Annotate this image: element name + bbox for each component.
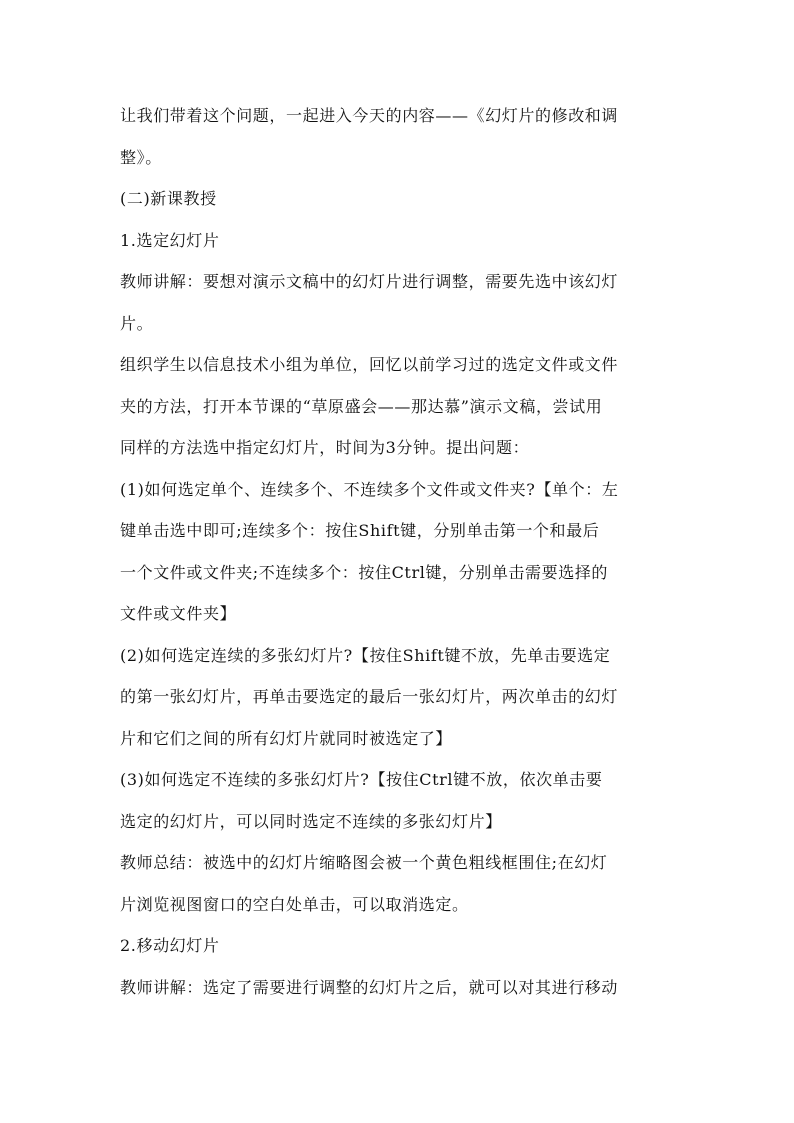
question-line: 文件或文件夹】: [120, 604, 237, 623]
paragraph-line: 同样的方法选中指定幻灯片，时间为3分钟。提出问题：: [120, 438, 530, 457]
subsection-heading: 2.移动幻灯片: [120, 936, 220, 955]
paragraph-line: 片。: [120, 313, 154, 333]
question-line: 一个文件或文件夹;不连续多个：按住Ctrl键，分别单击需要选择的: [120, 562, 609, 582]
paragraph-line: 夹的方法，打开本节课的“草原盛会——那达慕”演示文稿，尝试用: [120, 396, 603, 416]
question-line: (2)如何选定连续的多张幻灯片?【按住Shift键不放，先单击要选定: [120, 645, 611, 665]
paragraph-line: 让我们带着这个问题，一起进入今天的内容——《幻灯片的修改和调: [120, 106, 619, 125]
question-line: 片和它们之间的所有幻灯片就同时被选定了】: [120, 728, 453, 748]
question-line: 键单击选中即可;连续多个：按住Shift键，分别单击第一个和最后: [120, 521, 600, 540]
section-heading: (二)新课教授: [120, 189, 217, 208]
subsection-heading: 1.选定幻灯片: [120, 230, 220, 250]
question-line: 的第一张幻灯片，再单击要选定的最后一张幻灯片，两次单击的幻灯: [120, 687, 619, 706]
question-line: 选定的幻灯片，可以同时选定不连续的多张幻灯片】: [120, 811, 502, 831]
paragraph-line: 教师总结：被选中的幻灯片缩略图会被一个黄色粗线框围住;在幻灯: [120, 853, 608, 872]
paragraph-line: 组织学生以信息技术小组为单位，回忆以前学习过的选定文件或文件: [120, 355, 619, 374]
document-body: [120, 95, 680, 1008]
paragraph-line: 教师讲解：要想对演示文稿中的幻灯片进行调整，需要先选中该幻灯: [120, 272, 619, 291]
paragraph-line: 教师讲解：选定了需要进行调整的幻灯片之后，就可以对其进行移动: [120, 977, 619, 997]
paragraph-line: 片浏览视图窗口的空白处单击，可以取消选定。: [120, 894, 469, 914]
paragraph-line: 整》。: [120, 147, 162, 167]
question-line: (3)如何选定不连续的多张幻灯片?【按住Ctrl键不放，依次单击要: [120, 770, 603, 789]
question-line: (1)如何选定单个、连续多个、不连续多个文件或文件夹?【单个：左: [120, 479, 619, 499]
